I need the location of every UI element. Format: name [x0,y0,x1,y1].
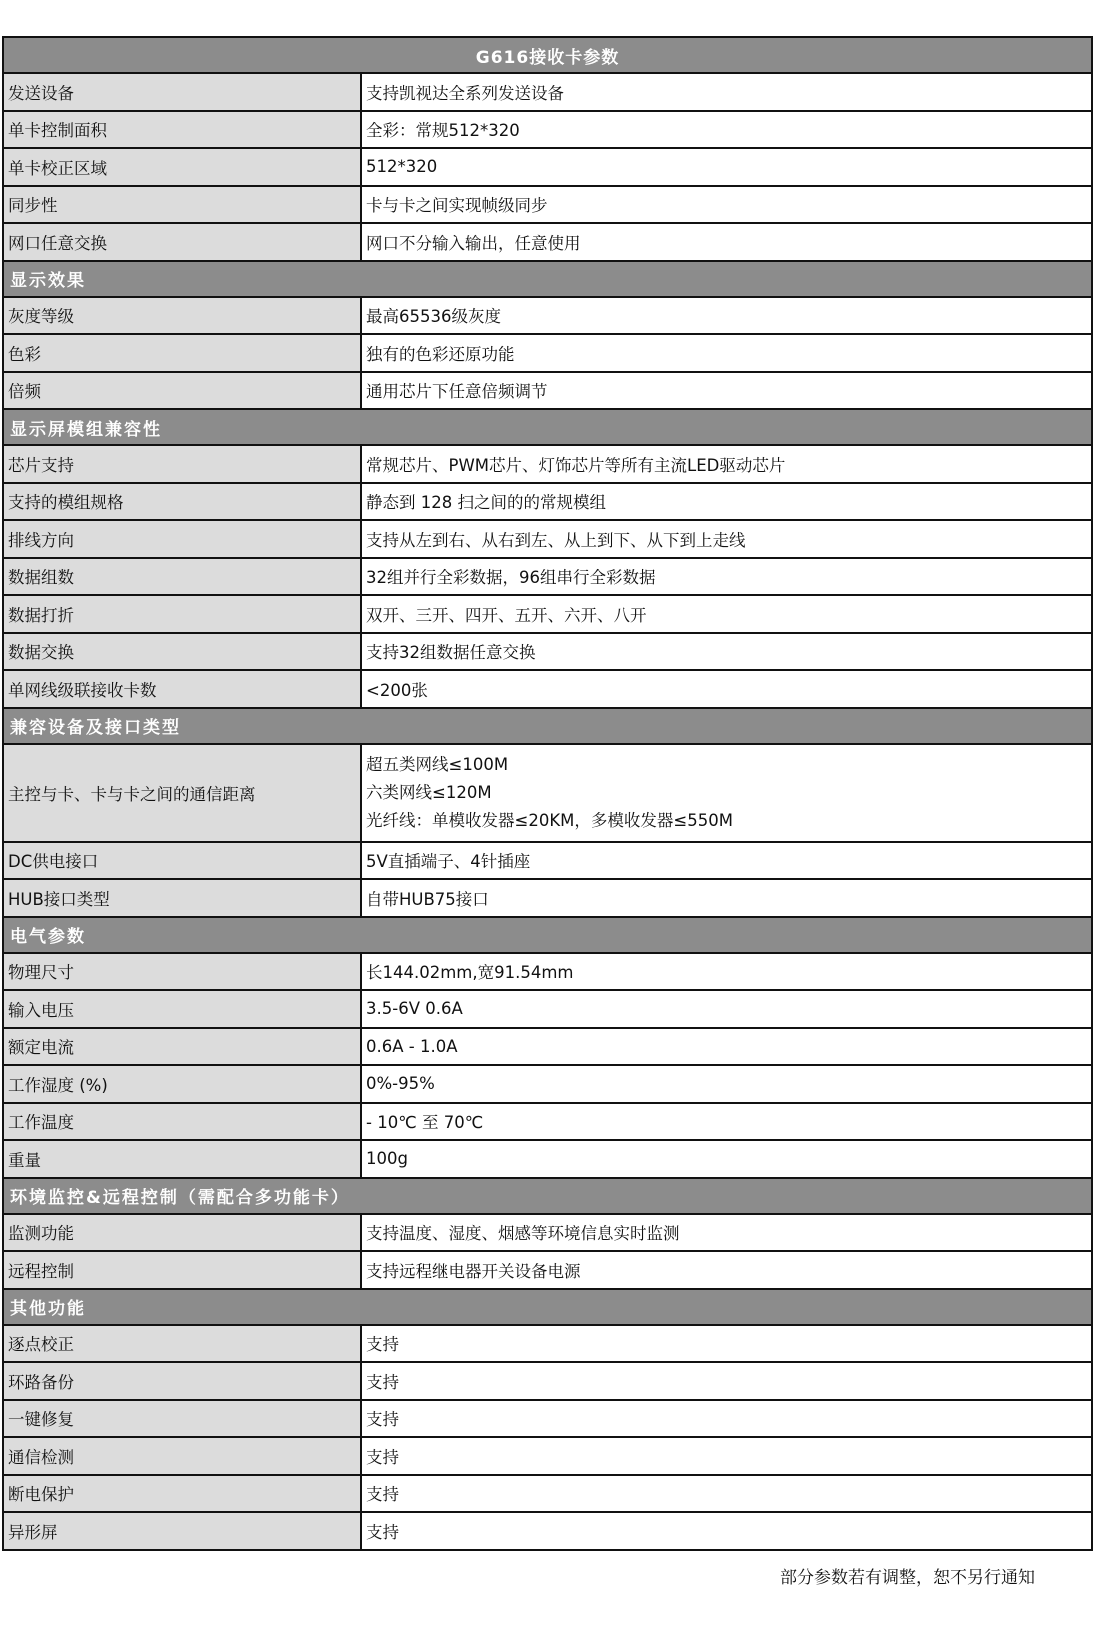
row-label: 数据组数 [4,559,362,595]
row-value: 支持温度、湿度、烟感等环境信息实时监测 [362,1215,1091,1251]
row-label: 色彩 [4,335,362,371]
row-label: 同步性 [4,187,362,223]
section-header [4,1290,1091,1326]
row-value: 最高65536级灰度 [362,298,1091,334]
row-label: 逐点校正 [4,1326,362,1362]
row-label: 输入电压 [4,991,362,1027]
row-value-line: 六类网线≤120M [366,782,492,802]
row-value: 卡与卡之间实现帧级同步 [362,187,1091,223]
row-label: 重量 [4,1141,362,1177]
table-row [4,1066,1091,1104]
footer-note: 部分参数若有调整，恕不另行通知 [780,1568,1035,1588]
table-row [4,149,1091,187]
row-value: 100g [362,1141,1091,1177]
row-value: 支持 [362,1363,1091,1399]
row-label: 通信检测 [4,1438,362,1474]
table-row [4,843,1091,881]
table-row [4,521,1091,559]
table-row [4,671,1091,709]
table-row [4,335,1091,373]
table-row [4,74,1091,112]
section-header [4,709,1091,745]
table-row [4,1252,1091,1290]
row-label: 环路备份 [4,1363,362,1399]
row-value: <200张 [362,671,1091,707]
table-title [4,38,1091,74]
row-label: DC供电接口 [4,843,362,879]
table-row [4,634,1091,672]
table-row [4,1513,1091,1551]
row-label: 单卡校正区域 [4,149,362,185]
row-label: 额定电流 [4,1029,362,1065]
row-value: 0%-95% [362,1066,1091,1102]
table-row [4,224,1091,262]
row-label: 断电保护 [4,1476,362,1512]
row-value: 通用芯片下任意倍频调节 [362,373,1091,409]
row-label: 支持的模组规格 [4,484,362,520]
row-value: 支持 [362,1438,1091,1474]
row-label: 网口任意交换 [4,224,362,260]
table-row [4,446,1091,484]
row-value-line: 光纤线：单模收发器≤20KM，多模收发器≤550M [366,810,733,830]
table-row [4,1401,1091,1439]
row-label: 单网线级联接收卡数 [4,671,362,707]
row-value: 支持 [362,1326,1091,1362]
row-value: 支持从左到右、从右到左、从上到下、从下到上走线 [362,521,1091,557]
table-row [4,1326,1091,1364]
table-row [4,1104,1091,1142]
table-row [4,1141,1091,1179]
row-label: 倍频 [4,373,362,409]
row-value [362,745,1091,841]
table-title-text: G616接收卡参数 [475,47,620,68]
row-value: 自带HUB75接口 [362,880,1091,916]
row-label: 物理尺寸 [4,954,362,990]
table-row [4,559,1091,597]
row-value: 独有的色彩还原功能 [362,335,1091,371]
row-value: - 10℃ 至 70℃ [362,1104,1091,1140]
row-value: 双开、三开、四开、五开、六开、八开 [362,596,1091,632]
section-header-label: 电气参数 [10,927,86,947]
table-row [4,1476,1091,1514]
table-row [4,187,1091,225]
row-value-line: 超五类网线≤100M [366,754,509,774]
row-label: 监测功能 [4,1215,362,1251]
section-header-label: 其他功能 [10,1299,86,1319]
row-value: 3.5-6V 0.6A [362,991,1091,1027]
row-value: 支持凯视达全系列发送设备 [362,74,1091,110]
table-row [4,1363,1091,1401]
section-header [4,262,1091,298]
row-value: 支持远程继电器开关设备电源 [362,1252,1091,1288]
table-row [4,298,1091,336]
section-header-label: 显示屏模组兼容性 [10,419,162,440]
table-row [4,1215,1091,1253]
row-value: 512*320 [362,149,1091,185]
table-row [4,484,1091,522]
row-label: 主控与卡、卡与卡之间的通信距离 [4,745,362,841]
row-label: 一键修复 [4,1401,362,1437]
row-value: 5V直插端子、4针插座 [362,843,1091,879]
table-row [4,991,1091,1029]
table-row [4,745,1091,843]
table-row [4,596,1091,634]
row-value: 支持 [362,1513,1091,1549]
row-label: 数据打折 [4,596,362,632]
row-label: 灰度等级 [4,298,362,334]
row-value: 支持32组数据任意交换 [362,634,1091,670]
row-label: 排线方向 [4,521,362,557]
row-value: 0.6A - 1.0A [362,1029,1091,1065]
row-label: 异形屏 [4,1513,362,1549]
table-row [4,112,1091,150]
row-value: 全彩：常规512*320 [362,112,1091,148]
row-label: 单卡控制面积 [4,112,362,148]
row-label: 工作湿度 (%) [4,1066,362,1102]
table-body [4,74,1091,1551]
section-header-label: 环境监控&远程控制（需配合多功能卡） [10,1188,350,1208]
table-row [4,954,1091,992]
row-label: 工作温度 [4,1104,362,1140]
section-header [4,1179,1091,1215]
row-value: 支持 [362,1401,1091,1437]
row-label: 发送设备 [4,74,362,110]
row-label: 远程控制 [4,1252,362,1288]
section-header-label: 显示效果 [10,271,86,291]
row-value: 网口不分输入输出，任意使用 [362,224,1091,260]
table-row [4,880,1091,918]
row-value: 支持 [362,1476,1091,1512]
spec-table [2,36,1093,1551]
section-header-label: 兼容设备及接口类型 [10,718,181,738]
section-header [4,410,1091,446]
row-label: 芯片支持 [4,446,362,482]
table-row [4,373,1091,411]
row-value: 32组并行全彩数据，96组串行全彩数据 [362,559,1091,595]
row-label: 数据交换 [4,634,362,670]
row-value: 长144.02mm,宽91.54mm [362,954,1091,990]
row-label: HUB接口类型 [4,880,362,916]
row-value: 静态到 128 扫之间的的常规模组 [362,484,1091,520]
row-value: 常规芯片、PWM芯片、灯饰芯片等所有主流LED驱动芯片 [362,446,1091,482]
section-header [4,918,1091,954]
table-row [4,1438,1091,1476]
table-row [4,1029,1091,1067]
